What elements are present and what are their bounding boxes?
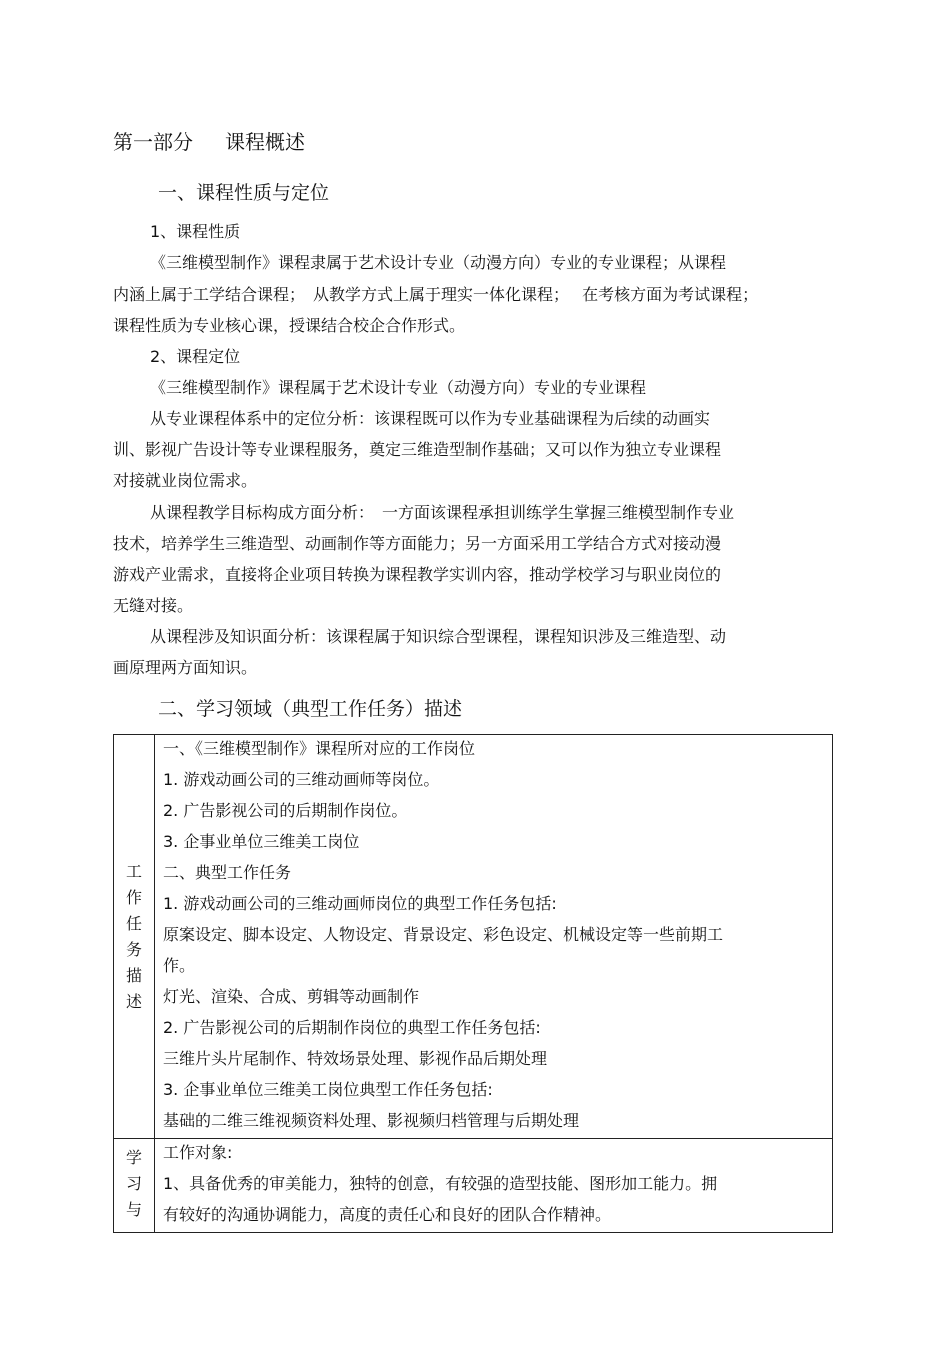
table-row — [114, 735, 833, 1139]
cell-line: 3. 企事业单位三维美工岗位典型工作任务包括: — [163, 1080, 493, 1099]
cell-line: 作。 — [163, 956, 196, 975]
row-label-cell — [114, 735, 155, 1139]
cell-line: 1. 游戏动画公司的三维动画师岗位的典型工作任务包括: — [163, 894, 557, 913]
cell-line: 有较好的沟通协调能力，高度的责任心和良好的团队合作精神。 — [163, 1205, 612, 1224]
position-line: 从课程教学目标构成方面分析： 一方面该课程承担训练学生掌握三维模型制作专业 — [150, 503, 735, 522]
position-line: 从课程涉及知识面分析：该课程属于知识综合型课程，课程知识涉及三维造型、动 — [150, 627, 727, 646]
row-label-char: 工 — [125, 861, 142, 881]
row-label-char: 习 — [125, 1174, 142, 1193]
row-label-cell — [114, 1139, 155, 1233]
cell-line: 3. 企事业单位三维美工岗位 — [163, 832, 360, 851]
part-heading — [113, 126, 305, 155]
row-label-char: 描 — [125, 965, 142, 985]
position-line: 画原理两方面知识。 — [113, 658, 258, 677]
row-label-char: 与 — [125, 1200, 142, 1219]
row-content-cell — [155, 735, 833, 1139]
part-title: 课程概述 — [225, 130, 305, 154]
position-line: 从专业课程体系中的定位分析：该课程既可以作为专业基础课程为后续的动画实 — [150, 409, 711, 428]
cell-line: 2. 广告影视公司的后期制作岗位。 — [163, 801, 408, 820]
cell-line: 2. 广告影视公司的后期制作岗位的典型工作任务包括: — [163, 1018, 541, 1037]
task-description-table — [113, 734, 833, 1233]
position-line: 对接就业岗位需求。 — [113, 471, 258, 490]
table-row — [114, 1139, 833, 1233]
position-line: 《三维模型制作》课程属于艺术设计专业（动漫方向）专业的专业课程 — [150, 378, 647, 397]
nature-line: 课程性质为专业核心课，授课结合校企合作形式。 — [113, 316, 466, 335]
cell-line: 工作对象: — [163, 1143, 233, 1162]
section1-heading: 一、课程性质与定位 — [158, 182, 330, 204]
cell-line: 1、具备优秀的审美能力，独特的创意，有较强的造型技能、图形加工能力。拥 — [163, 1174, 718, 1193]
position-line: 游戏产业需求，直接将企业项目转换为课程教学实训内容，推动学校学习与职业岗位的 — [113, 565, 722, 584]
nature-line: 《三维模型制作》课程隶属于艺术设计专业（动漫方向）专业的专业课程；从课程 — [150, 253, 727, 272]
row-content-cell — [155, 1139, 833, 1233]
row-label-char: 学 — [125, 1148, 142, 1167]
nature-heading: 1、课程性质 — [150, 222, 241, 241]
cell-line: 1. 游戏动画公司的三维动画师等岗位。 — [163, 770, 440, 789]
cell-line: 灯光、渲染、合成、剪辑等动画制作 — [163, 987, 420, 1006]
cell-line: 三维片头片尾制作、特效场景处理、影视作品后期处理 — [163, 1049, 548, 1068]
row-label-char: 作 — [125, 887, 142, 907]
section2-heading: 二、学习领域（典型工作任务）描述 — [158, 698, 463, 720]
position-heading: 2、课程定位 — [150, 347, 241, 366]
position-line: 训、影视广告设计等专业课程服务，奠定三维造型制作基础；又可以作为独立专业课程 — [113, 440, 722, 459]
cell-line: 一、《三维模型制作》课程所对应的工作岗位 — [163, 739, 476, 758]
nature-line: 内涵上属于工学结合课程； 从教学方式上属于理实一体化课程； 在考核方面为考试课程； — [113, 285, 759, 304]
part-number: 第一部分 — [113, 130, 193, 154]
row-label-char: 任 — [125, 913, 142, 933]
cell-line: 二、典型工作任务 — [163, 863, 292, 882]
row-label-char: 务 — [125, 939, 142, 959]
row-label-char: 述 — [125, 991, 142, 1011]
cell-line: 基础的二维三维视频资料处理、影视频归档管理与后期处理 — [163, 1111, 580, 1130]
cell-line: 原案设定、脚本设定、人物设定、背景设定、彩色设定、机械设定等一些前期工 — [163, 925, 724, 944]
position-line: 无缝对接。 — [113, 596, 194, 615]
position-line: 技术，培养学生三维造型、动画制作等方面能力；另一方面采用工学结合方式对接动漫 — [113, 534, 722, 553]
